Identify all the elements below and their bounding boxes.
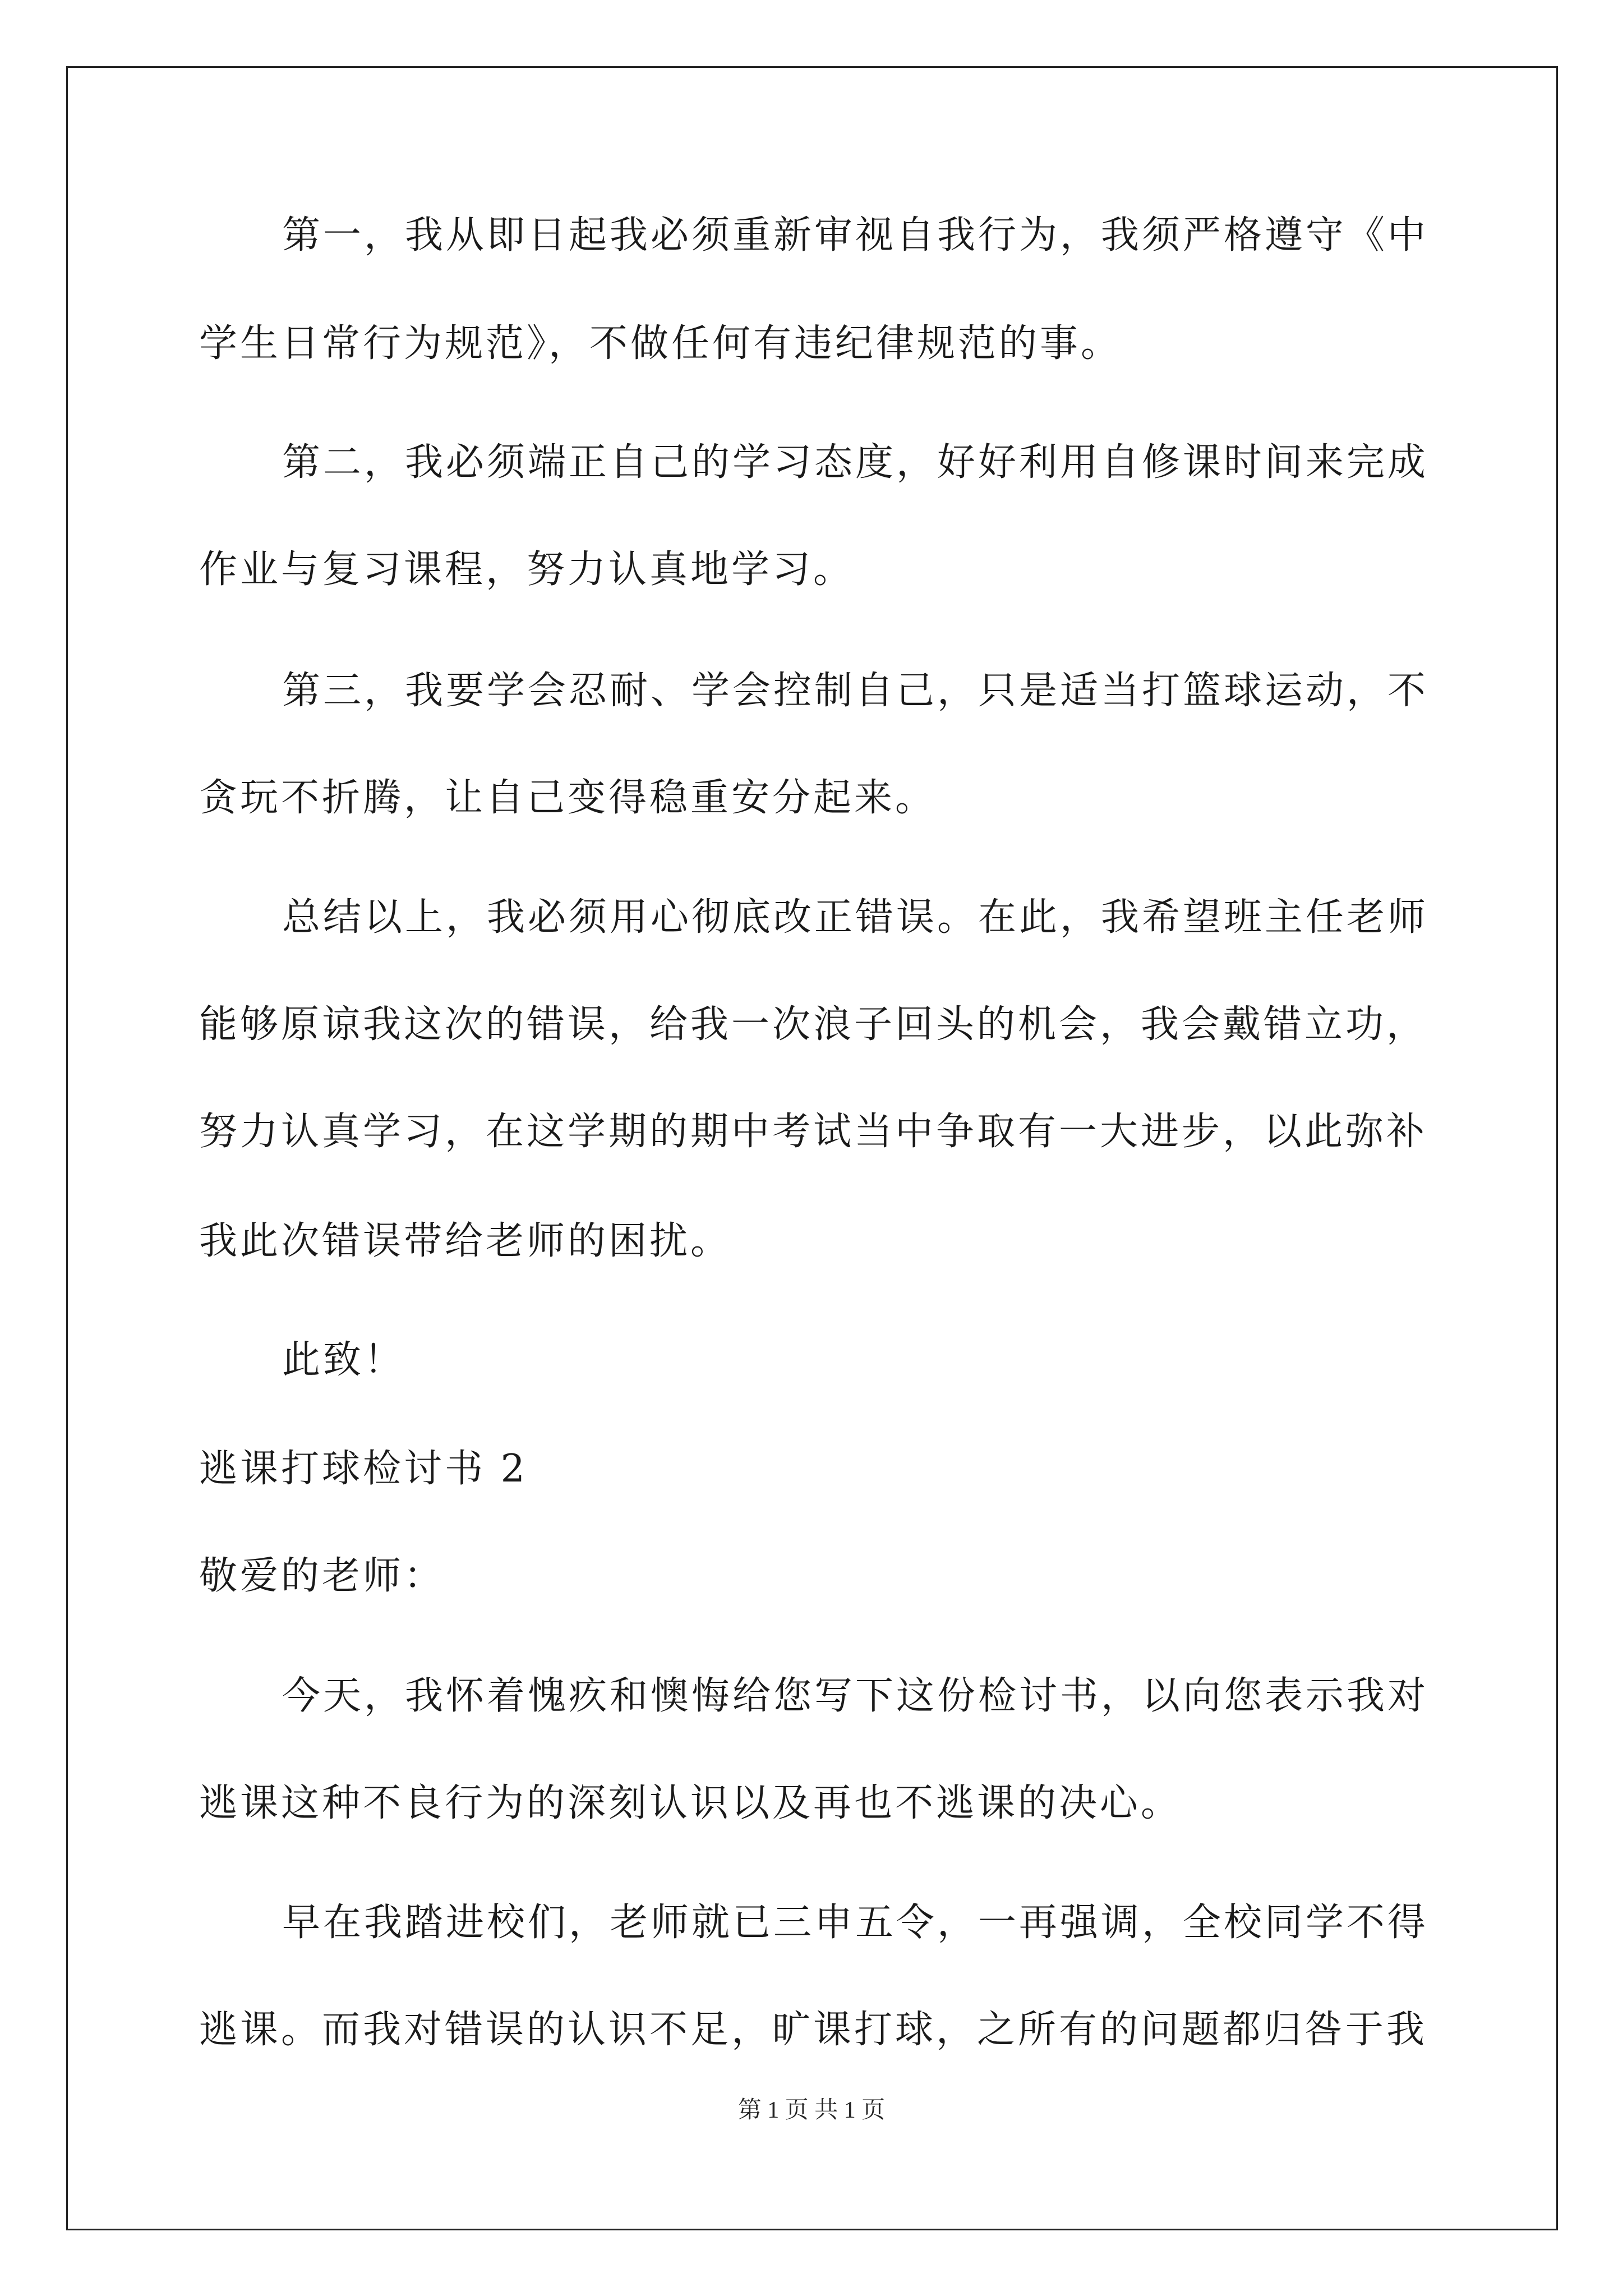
- paragraph-3-line-2: 贪玩不折腾，让自己变得稳重安分起来。: [199, 776, 937, 820]
- section-title: 逃课打球检讨书 2: [199, 1447, 528, 1491]
- page-number-footer: 第 1 页 共 1 页: [737, 2097, 886, 2123]
- greeting: 敬爱的老师：: [199, 1554, 445, 1598]
- paragraph-2-line-1: 第二，我必须端正自己的学习态度，好好利用自修课时间来完成: [282, 440, 1429, 485]
- paragraph-2-line-2: 作业与复习课程，努力认真地学习。: [199, 547, 855, 592]
- paragraph-6-line-2: 逃课。而我对错误的认识不足，旷课打球，之所有的问题都归咎于我: [199, 2008, 1428, 2052]
- paragraph-4-line-4: 我此次错误带给老师的困扰。: [199, 1219, 732, 1263]
- closing-salutation: 此致！: [282, 1338, 405, 1382]
- paragraph-5-line-1: 今天，我怀着愧疚和懊悔给您写下这份检讨书，以向您表示我对: [282, 1674, 1429, 1718]
- paragraph-4-line-3: 努力认真学习，在这学期的期中考试当中争取有一大进步，以此弥补: [199, 1110, 1428, 1154]
- paragraph-4-line-2: 能够原谅我这次的错误，给我一次浪子回头的机会，我会戴错立功，: [199, 1002, 1428, 1047]
- paragraph-1-line-2: 学生日常行为规范》，不做任何有违纪律规范的事。: [199, 321, 1122, 366]
- paragraph-4-line-1: 总结以上，我必须用心彻底改正错误。在此，我希望班主任老师: [282, 895, 1429, 940]
- paragraph-5-line-2: 逃课这种不良行为的深刻认识以及再也不逃课的决心。: [199, 1781, 1182, 1825]
- paragraph-1-line-1: 第一，我从即日起我必须重新审视自我行为，我须严格遵守《中: [282, 213, 1429, 257]
- paragraph-6-line-1: 早在我踏进校们，老师就已三申五令，一再强调，全校同学不得: [282, 1901, 1429, 1945]
- paragraph-3-line-1: 第三，我要学会忍耐、学会控制自己，只是适当打篮球运动，不: [282, 669, 1429, 713]
